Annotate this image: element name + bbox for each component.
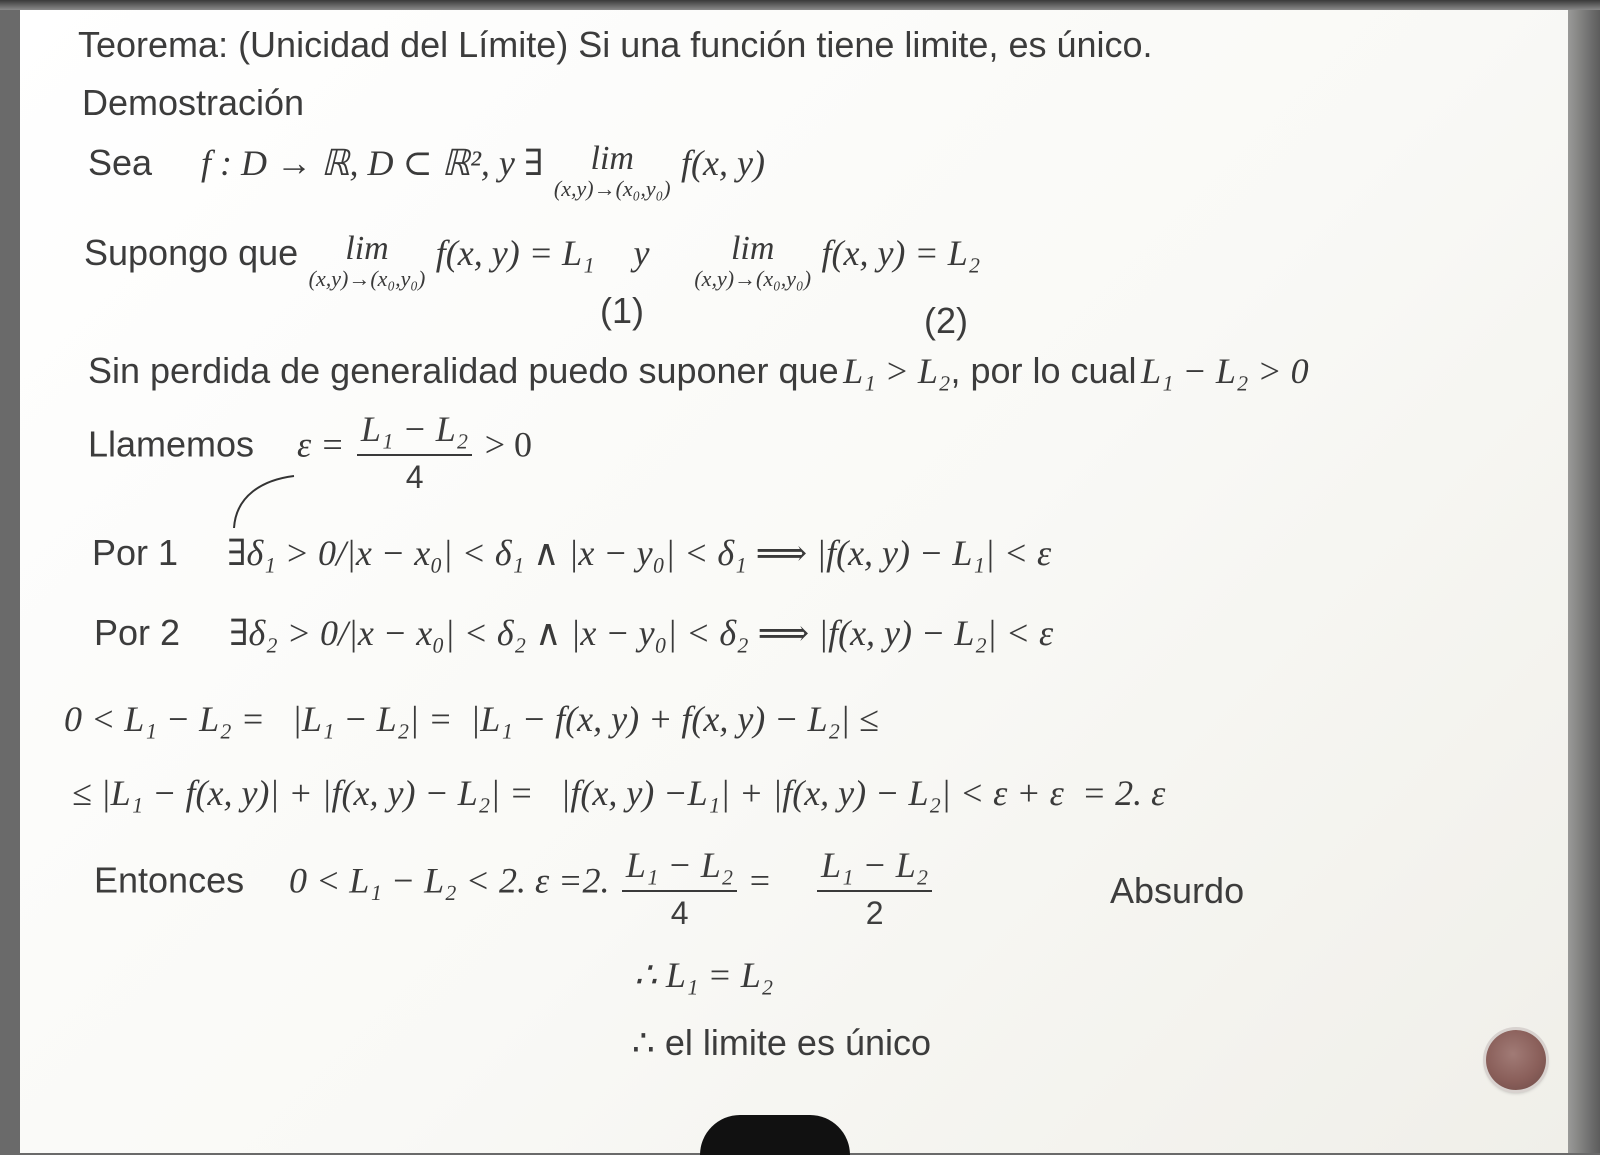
entonces-label: Entonces xyxy=(94,859,245,901)
fraction-denominator: 4 xyxy=(670,894,689,931)
sin-math-1: L₁ > L₂ xyxy=(843,351,951,391)
sin-mid: , por lo cual xyxy=(950,350,1137,391)
supongo-expr-2: f(x, y) = L₂ xyxy=(821,233,981,274)
fraction-denominator: 4 xyxy=(405,458,424,495)
sin-perdida-line xyxy=(88,350,1309,392)
lim-word: lim xyxy=(590,140,634,177)
por1-line xyxy=(92,532,1051,574)
entonces-line xyxy=(94,846,940,931)
sea-func: f(x, y) xyxy=(681,143,765,184)
sea-limit xyxy=(554,142,671,200)
entonces-fraction-2 xyxy=(817,846,932,931)
sea-expr: f : D → ℝ, D ⊂ ℝ², y ∃ xyxy=(200,143,544,184)
epsilon-lhs: ε = xyxy=(296,424,345,465)
lim-subscript: (x,y)→(x₀,y₀) xyxy=(694,266,812,291)
llamemos-line xyxy=(88,410,532,495)
equation-number-2: (2) xyxy=(924,300,968,341)
fraction-denominator: 2 xyxy=(865,894,884,931)
lim-subscript: (x,y)→(x₀,y₀) xyxy=(553,176,671,201)
sin-math-2: L₁ − L₂ > 0 xyxy=(1141,351,1309,391)
lim-word: lim xyxy=(345,230,389,267)
theorem-line xyxy=(78,24,1153,66)
epsilon-rhs: > 0 xyxy=(484,424,533,465)
entonces-equals: = xyxy=(749,860,771,901)
inequality-line-2: ≤ |L₁ − f(x, y)| + |f(x, y) − L₂| = |f(x, y) −L₁| + |f(x, y) − L₂| < ε + ε = 2. ε xyxy=(72,773,1166,813)
slide xyxy=(20,10,1568,1153)
equation-number-1: (1) xyxy=(600,290,644,331)
por1-expr: ∃δ₁ > 0/|x − x₀| < δ₁ ∧ |x − y₀| < δ₁ ⟹ |f(x, y) − L₁| < ε xyxy=(226,533,1052,573)
por2-label: Por 2 xyxy=(94,612,181,653)
supongo-expr-1: f(x, y) = L₁ xyxy=(435,233,595,274)
conclusion-unique: ∴ el limite es único xyxy=(632,1022,932,1063)
theorem-label: Teorema xyxy=(78,24,219,65)
conclusion-equality: ∴ L₁ = L₂ xyxy=(634,955,774,995)
fraction-numerator: L₁ − L₂ xyxy=(625,845,734,885)
fraction-numerator: L₁ − L₂ xyxy=(820,845,929,885)
supongo-limit-1 xyxy=(309,232,426,290)
theorem-statement: : (Unicidad del Límite) Si una función tiene limite, es único. xyxy=(218,24,1153,65)
dark-object xyxy=(700,1115,850,1155)
supongo-y: y xyxy=(633,233,650,274)
right-border xyxy=(1568,10,1600,1153)
pen-stroke xyxy=(232,472,302,532)
epsilon-fraction xyxy=(357,410,472,495)
top-border xyxy=(0,0,1600,10)
supongo-label: Supongo que xyxy=(84,232,299,274)
por2-line xyxy=(94,612,1053,654)
entonces-fraction-1 xyxy=(622,846,737,931)
record-button[interactable] xyxy=(1486,1030,1546,1090)
inequality-line-1: 0 < L₁ − L₂ = |L₁ − L₂| = |L₁ − f(x, y) + f(x, y) − L₂| ≤ xyxy=(64,699,879,739)
supongo-limit-2 xyxy=(694,232,811,290)
fraction-numerator: L₁ − L₂ xyxy=(360,409,469,449)
lim-subscript: (x,y)→(x₀,y₀) xyxy=(308,266,426,291)
lim-word: lim xyxy=(730,230,775,267)
absurdo-label: Absurdo xyxy=(1110,870,1245,911)
por1-label: Por 1 xyxy=(92,532,179,573)
llamemos-label: Llamemos xyxy=(88,423,255,465)
sea-line xyxy=(88,142,765,200)
entonces-expr: 0 < L₁ − L₂ < 2. ε =2. xyxy=(289,860,610,901)
supongo-line xyxy=(84,232,980,290)
demo-heading: Demostración xyxy=(82,82,305,123)
sin-text: Sin perdida de generalidad puedo suponer que xyxy=(88,350,839,391)
sea-label: Sea xyxy=(88,142,153,184)
por2-expr: ∃δ₂ > 0/|x − x₀| < δ₂ ∧ |x − y₀| < δ₂ ⟹ |f(x, y) − L₂| < ε xyxy=(228,613,1054,653)
